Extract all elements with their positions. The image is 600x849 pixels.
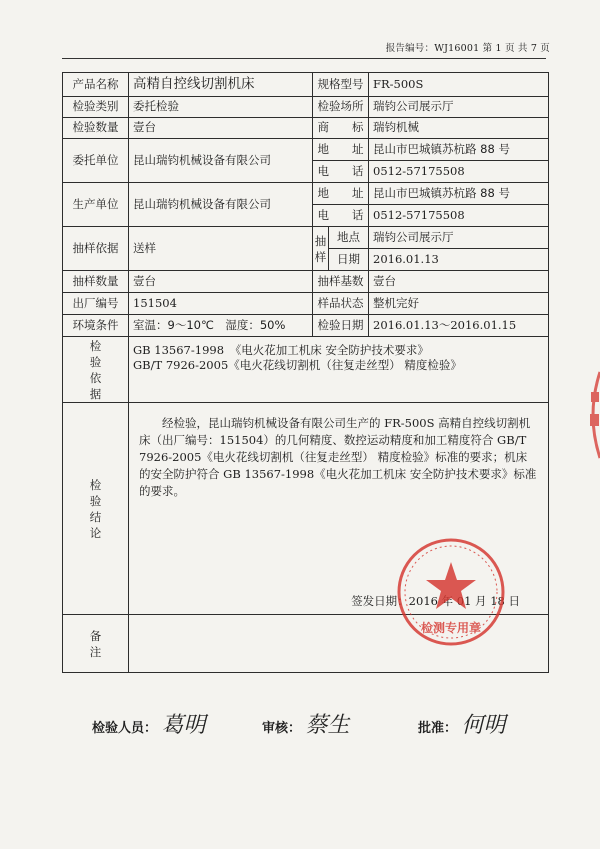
inspector-signature: 葛明	[161, 713, 206, 738]
maker-addr-value: 昆山市巴城镇苏杭路 88 号	[369, 183, 549, 205]
serial-value: 151504	[129, 293, 313, 315]
sample-basis-value: 送样	[129, 227, 313, 271]
basis-standard-2: GB/T 7926-2005《电火花线切割机（往复走丝型） 精度检验》	[133, 358, 462, 372]
approver-block	[418, 708, 506, 739]
row-product	[63, 73, 549, 97]
conclusion-label-char-4: 论	[89, 525, 102, 540]
basis-label	[63, 337, 129, 403]
sample-vertical-label	[313, 227, 329, 271]
row-category	[63, 97, 549, 118]
env-label: 环境条件	[63, 315, 129, 337]
conclusion-label-char-3: 结	[89, 509, 102, 524]
row-client-addr	[63, 139, 549, 161]
brand-value: 瑞钧机械	[369, 118, 549, 139]
edge-seal-fragment	[584, 370, 600, 460]
report-number: 报告编号：WJ16001 第 1 页 共 7 页	[385, 43, 550, 54]
conclusion-label	[63, 403, 129, 615]
client-value: 昆山瑞钧机械设备有限公司	[129, 139, 313, 183]
maker-addr-label: 地 址	[313, 183, 369, 205]
sign-date: 签发日期：2016 年 01 月 18 日	[351, 593, 520, 608]
row-env	[63, 315, 549, 337]
header-rule	[62, 58, 546, 59]
inspector-label: 检验人员：	[92, 721, 158, 736]
sample-date-label: 日期	[329, 249, 369, 271]
site-value: 瑞钧公司展示厅	[369, 97, 549, 118]
product-value: 高精自控线切割机床	[129, 73, 313, 97]
sample-basis-label: 抽样依据	[63, 227, 129, 271]
row-serial	[63, 293, 549, 315]
reviewer-label: 审核：	[262, 721, 302, 736]
brand-label: 商 标	[313, 118, 369, 139]
base-qty-value: 壹台	[369, 271, 549, 293]
category-value: 委托检验	[129, 97, 313, 118]
basis-label-char-4: 据	[89, 386, 102, 401]
maker-value: 昆山瑞钧机械设备有限公司	[129, 183, 313, 227]
seal-star-icon	[426, 562, 476, 609]
reviewer-signature: 蔡生	[305, 713, 350, 738]
serial-label: 出厂编号	[63, 293, 129, 315]
row-qty	[63, 118, 549, 139]
seal-text: 检测专用章	[420, 621, 482, 635]
sample-qty-label: 抽样数量	[63, 271, 129, 293]
row-sample-place	[63, 227, 549, 249]
maker-tel-value: 0512-57175508	[369, 205, 549, 227]
basis-standard-1: GB 13567-1998 《电火花加工机床 安全防护技术要求》	[133, 343, 429, 357]
row-maker-addr	[63, 183, 549, 205]
row-sample-qty	[63, 271, 549, 293]
approver-label: 批准：	[418, 721, 458, 736]
sample-place-label: 地点	[329, 227, 369, 249]
remarks-label-char-2: 注	[89, 644, 102, 659]
maker-label: 生产单位	[63, 183, 129, 227]
basis-label-char-2: 验	[89, 354, 102, 369]
qty-label: 检验数量	[63, 118, 129, 139]
state-label: 样品状态	[313, 293, 369, 315]
model-label: 规格型号	[313, 73, 369, 97]
basis-value	[129, 337, 549, 403]
maker-tel-label: 电 话	[313, 205, 369, 227]
edge-seal-mark	[591, 392, 599, 402]
category-label: 检验类别	[63, 97, 129, 118]
sample-place-value: 瑞钧公司展示厅	[369, 227, 549, 249]
sample-date-value: 2016.01.13	[369, 249, 549, 271]
state-value: 整机完好	[369, 293, 549, 315]
date-label: 检验日期	[313, 315, 369, 337]
date-value: 2016.01.13～2016.01.15	[369, 315, 549, 337]
client-tel-value: 0512-57175508	[369, 161, 549, 183]
basis-label-char-1: 检	[89, 338, 102, 353]
remarks-label	[63, 615, 129, 673]
conclusion-label-char-2: 验	[89, 493, 102, 508]
remarks-label-char-1: 备	[89, 628, 102, 643]
client-addr-value: 昆山市巴城镇苏杭路 88 号	[369, 139, 549, 161]
conclusion-text: 经检验，昆山瑞钧机械设备有限公司生产的 FR-500S 高精自控线切割机床（出厂编号：151504）的几何精度、数控运动精度和加工精度符合 GB/T 7926-2005《电火花线切割机（往复走丝型） 精度检验》标准的要求；机床的安全防护符合 GB 13567-1998《电火花加工机床 安全防护技术要求》标准的要求。	[139, 416, 537, 498]
row-basis	[63, 337, 549, 403]
client-addr-label: 地 址	[313, 139, 369, 161]
qty-value: 壹台	[129, 118, 313, 139]
env-value: 室温：9～10℃ 湿度：50%	[129, 315, 313, 337]
sample-label-char-2: 样	[314, 249, 327, 264]
approver-signature: 何明	[461, 713, 506, 738]
site-label: 检验场所	[313, 97, 369, 118]
client-tel-label: 电 话	[313, 161, 369, 183]
base-qty-label: 抽样基数	[313, 271, 369, 293]
sample-label-char-1: 抽	[314, 233, 327, 248]
reviewer-block	[262, 708, 350, 739]
product-label: 产品名称	[63, 73, 129, 97]
client-label: 委托单位	[63, 139, 129, 183]
edge-seal-mark	[590, 414, 599, 426]
inspector-block	[92, 708, 206, 739]
sample-qty-value: 壹台	[129, 271, 313, 293]
conclusion-label-char-1: 检	[89, 477, 102, 492]
inspection-seal	[392, 536, 510, 648]
model-value: FR-500S	[369, 73, 549, 97]
basis-label-char-3: 依	[89, 370, 102, 385]
